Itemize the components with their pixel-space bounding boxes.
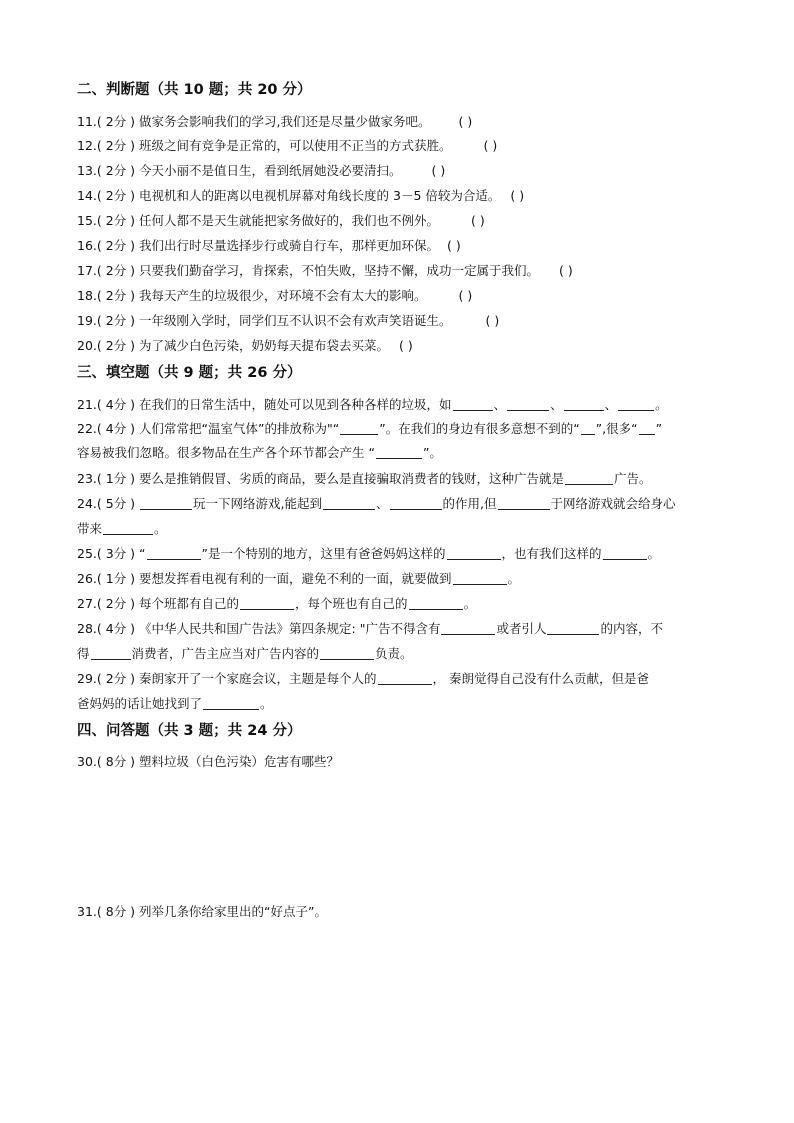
answer-blank[interactable] bbox=[323, 497, 375, 510]
separator: 、 bbox=[604, 397, 618, 412]
question-text: 广告。 bbox=[614, 471, 652, 486]
question-text: 每个班都有自己的 bbox=[139, 596, 240, 611]
answer-blank[interactable] bbox=[441, 622, 495, 635]
question-text: 今天小丽不是值日生，看到纸屑她没必要清扫。 bbox=[139, 163, 402, 178]
question-number: 22. bbox=[77, 421, 97, 436]
question-number: 20. bbox=[77, 338, 97, 353]
question-score: ( 3分 ) bbox=[96, 546, 136, 561]
question-score: ( 8分 ) bbox=[96, 904, 136, 919]
question-text: “ bbox=[139, 546, 146, 561]
answer-blank[interactable] bbox=[565, 472, 613, 485]
question-number: 29. bbox=[77, 671, 97, 686]
answer-parentheses[interactable]: ( ) bbox=[510, 188, 525, 203]
answer-blank[interactable] bbox=[603, 547, 647, 560]
period: 。 bbox=[655, 397, 668, 412]
question-text: 玩一下网络游戏,能起到 bbox=[193, 496, 323, 511]
question-text: ”。 bbox=[422, 445, 442, 460]
question-score: ( 2分 ) bbox=[96, 288, 136, 303]
section-heading-judge: 二、判断题（共 10 题；共 20 分） bbox=[77, 82, 312, 98]
question-text: ”是一个特别的地方，这里有爸爸妈妈这样的 bbox=[201, 546, 446, 561]
question-text: 得 bbox=[77, 646, 90, 661]
question-score: ( 2分 ) bbox=[96, 338, 136, 353]
question-text: 。 bbox=[463, 596, 477, 611]
question-text: 。 bbox=[647, 546, 661, 561]
question-text: ”,很多“ bbox=[595, 421, 638, 436]
answer-parentheses[interactable]: ( ) bbox=[399, 338, 413, 353]
question-11 bbox=[77, 114, 472, 130]
question-text: 只要我们勤奋学习，肯探索，不怕失败，坚持不懈，成功一定属于我们。 bbox=[139, 263, 540, 278]
question-score: ( 2分 ) bbox=[96, 114, 136, 129]
answer-blank[interactable] bbox=[618, 398, 654, 411]
question-text: 。 bbox=[507, 571, 521, 586]
question-text: ，也有我们这样的 bbox=[501, 546, 602, 561]
question-text: 消费者，广告主应当对广告内容的 bbox=[131, 646, 320, 661]
question-text: ，每个班也有自己的 bbox=[295, 596, 408, 611]
question-25 bbox=[77, 546, 660, 562]
question-17 bbox=[77, 263, 573, 279]
question-text: 列举几条你给家里出的“好点子”。 bbox=[139, 904, 327, 919]
question-number: 23. bbox=[77, 471, 97, 486]
question-19 bbox=[77, 313, 499, 329]
question-28 bbox=[77, 621, 663, 637]
question-text: 的内容，不 bbox=[600, 621, 663, 636]
question-number: 12. bbox=[77, 138, 97, 153]
answer-blank[interactable] bbox=[340, 422, 378, 435]
question-text: 秦朗家开了一个家庭会议，主题是每个人的 bbox=[139, 671, 377, 686]
question-text: 在我们的日常生活中，随处可以见到各种各样的垃圾，如 bbox=[139, 397, 452, 412]
question-31 bbox=[77, 904, 327, 920]
question-text: ， 秦朗觉得自己没有什么贡献，但是爸 bbox=[432, 671, 650, 686]
question-12 bbox=[77, 138, 497, 154]
question-score: ( 2分 ) bbox=[96, 188, 136, 203]
question-text: 、 bbox=[376, 496, 389, 511]
question-text: 带来 bbox=[77, 521, 103, 536]
question-text: 负责。 bbox=[375, 646, 413, 661]
question-13 bbox=[77, 163, 445, 179]
answer-parentheses[interactable]: ( ) bbox=[458, 288, 473, 303]
question-number: 13. bbox=[77, 163, 97, 178]
question-number: 17. bbox=[77, 263, 97, 278]
question-27 bbox=[77, 596, 476, 612]
question-text: 塑料垃圾（白色污染）危害有哪些？ bbox=[139, 754, 340, 769]
question-score: ( 2分 ) bbox=[96, 313, 136, 328]
question-score: ( 2分 ) bbox=[96, 671, 136, 686]
answer-blank[interactable] bbox=[240, 597, 294, 610]
answer-blank[interactable] bbox=[639, 422, 655, 435]
question-text: 人们常常把“温室气体”的排放称为"“ bbox=[139, 421, 340, 436]
question-text: 我们出行时尽量选择步行或骑自行车，那样更加环保。 bbox=[139, 238, 440, 253]
answer-parentheses[interactable]: ( ) bbox=[559, 263, 573, 278]
question-24 bbox=[77, 496, 676, 512]
question-number: 11. bbox=[77, 114, 97, 129]
question-text: 我每天产生的垃圾很少，对环境不会有太大的影响。 bbox=[139, 288, 427, 303]
question-score: ( 2分 ) bbox=[96, 213, 136, 228]
question-21 bbox=[77, 397, 668, 413]
question-number: 15. bbox=[77, 213, 97, 228]
answer-parentheses[interactable]: ( ) bbox=[483, 138, 498, 153]
question-text: 容易被我们忽略。很多物品在生产各个环节都会产生 “ bbox=[77, 445, 375, 460]
answer-parentheses[interactable]: ( ) bbox=[471, 213, 485, 228]
answer-blank[interactable] bbox=[453, 398, 493, 411]
answer-blank[interactable] bbox=[103, 522, 153, 535]
answer-blank[interactable] bbox=[147, 547, 201, 560]
question-number: 31. bbox=[77, 904, 97, 919]
question-number: 19. bbox=[77, 313, 97, 328]
question-number: 27. bbox=[77, 596, 97, 611]
question-text: 要想发挥看电视有利的一面，避免不利的一面，就要做到 bbox=[139, 571, 452, 586]
question-text: 为了减少白色污染，奶奶每天提布袋去买菜。 bbox=[139, 338, 390, 353]
question-22-line2 bbox=[77, 445, 442, 461]
question-score: ( 2分 ) bbox=[96, 163, 136, 178]
section-heading-answer: 四、问答题（共 3 题；共 24 分） bbox=[77, 723, 302, 739]
answer-blank[interactable] bbox=[140, 497, 192, 510]
question-number: 28. bbox=[77, 621, 97, 636]
question-22 bbox=[77, 421, 662, 437]
answer-blank[interactable] bbox=[91, 647, 131, 660]
question-text: 。 bbox=[260, 696, 273, 711]
question-score: ( 1分 ) bbox=[96, 571, 136, 586]
answer-parentheses[interactable]: ( ) bbox=[485, 313, 500, 328]
question-text: 电视机和人的距离以电视机屏幕对角线长度的 3－5 倍较为合适。 bbox=[139, 188, 501, 203]
question-number: 26. bbox=[77, 571, 97, 586]
question-score: ( 2分 ) bbox=[96, 596, 136, 611]
question-16 bbox=[77, 238, 461, 254]
question-29 bbox=[77, 671, 649, 687]
question-score: ( 5分 ) bbox=[96, 496, 136, 511]
question-text: ” bbox=[655, 421, 663, 436]
question-15 bbox=[77, 213, 485, 229]
question-score: ( 2分 ) bbox=[96, 263, 136, 278]
question-score: ( 2分 ) bbox=[96, 138, 136, 153]
question-text: 的作用,但 bbox=[442, 496, 497, 511]
question-number: 16. bbox=[77, 238, 97, 253]
answer-blank[interactable] bbox=[547, 622, 599, 635]
question-text: 或者引人 bbox=[496, 621, 547, 636]
question-text: 班级之间有竞争是正常的，可以使用不正当的方式获胜。 bbox=[139, 138, 452, 153]
answer-blank[interactable] bbox=[581, 422, 595, 435]
answer-parentheses[interactable]: ( ) bbox=[431, 163, 446, 178]
answer-parentheses[interactable]: ( ) bbox=[458, 114, 473, 129]
question-number: 30. bbox=[77, 754, 97, 769]
question-20 bbox=[77, 338, 413, 354]
answer-blank[interactable] bbox=[378, 672, 432, 685]
answer-blank[interactable] bbox=[203, 697, 259, 710]
question-score: ( 1分 ) bbox=[96, 471, 136, 486]
answer-blank[interactable] bbox=[453, 572, 507, 585]
answer-blank[interactable] bbox=[447, 547, 501, 560]
section-heading-fill: 三、填空题（共 9 题；共 26 分） bbox=[77, 365, 302, 381]
question-score: ( 4分 ) bbox=[96, 621, 136, 636]
question-29-line2 bbox=[77, 696, 273, 712]
answer-parentheses[interactable]: ( ) bbox=[447, 238, 461, 253]
question-18 bbox=[77, 288, 472, 304]
question-number: 24. bbox=[77, 496, 97, 511]
question-14 bbox=[77, 188, 524, 204]
question-score: ( 8分 ) bbox=[96, 754, 136, 769]
question-number: 18. bbox=[77, 288, 97, 303]
question-28-line2 bbox=[77, 646, 413, 662]
answer-blank[interactable] bbox=[320, 647, 374, 660]
question-number: 14. bbox=[77, 188, 97, 203]
question-26 bbox=[77, 571, 520, 587]
separator: 、 bbox=[550, 397, 563, 412]
answer-blank[interactable] bbox=[390, 497, 442, 510]
question-text: 爸妈妈的话让她找到了 bbox=[77, 696, 203, 711]
question-text: 任何人都不是天生就能把家务做好的，我们也不例外。 bbox=[139, 213, 440, 228]
question-24-line2 bbox=[77, 521, 167, 537]
question-23 bbox=[77, 471, 652, 487]
answer-blank[interactable] bbox=[376, 446, 422, 459]
question-score: ( 4分 ) bbox=[96, 421, 136, 436]
question-text: 。 bbox=[154, 521, 167, 536]
answer-blank[interactable] bbox=[409, 597, 463, 610]
question-text: 一年级刚入学时，同学们互不认识不会有欢声笑语诞生。 bbox=[139, 313, 452, 328]
question-number: 21. bbox=[77, 397, 97, 412]
question-text: 于网络游戏就会给身心 bbox=[550, 496, 676, 511]
answer-blank[interactable] bbox=[498, 497, 550, 510]
question-number: 25. bbox=[77, 546, 97, 561]
separator: 、 bbox=[493, 397, 507, 412]
question-text: 做家务会影响我们的学习,我们还是尽量少做家务吧。 bbox=[139, 114, 431, 129]
answer-blank[interactable] bbox=[507, 398, 549, 411]
question-text: 《中华人民共和国广告法》第四条规定: "广告不得含有 bbox=[139, 621, 441, 636]
question-30 bbox=[77, 754, 339, 770]
question-text: 要么是推销假冒、劣质的商品，要么是直接骗取消费者的钱财，这种广告就是 bbox=[139, 471, 565, 486]
question-score: ( 4分 ) bbox=[96, 397, 136, 412]
question-text: ”。在我们的身边有很多意想不到的“ bbox=[379, 421, 580, 436]
question-score: ( 2分 ) bbox=[96, 238, 136, 253]
answer-blank[interactable] bbox=[564, 398, 604, 411]
